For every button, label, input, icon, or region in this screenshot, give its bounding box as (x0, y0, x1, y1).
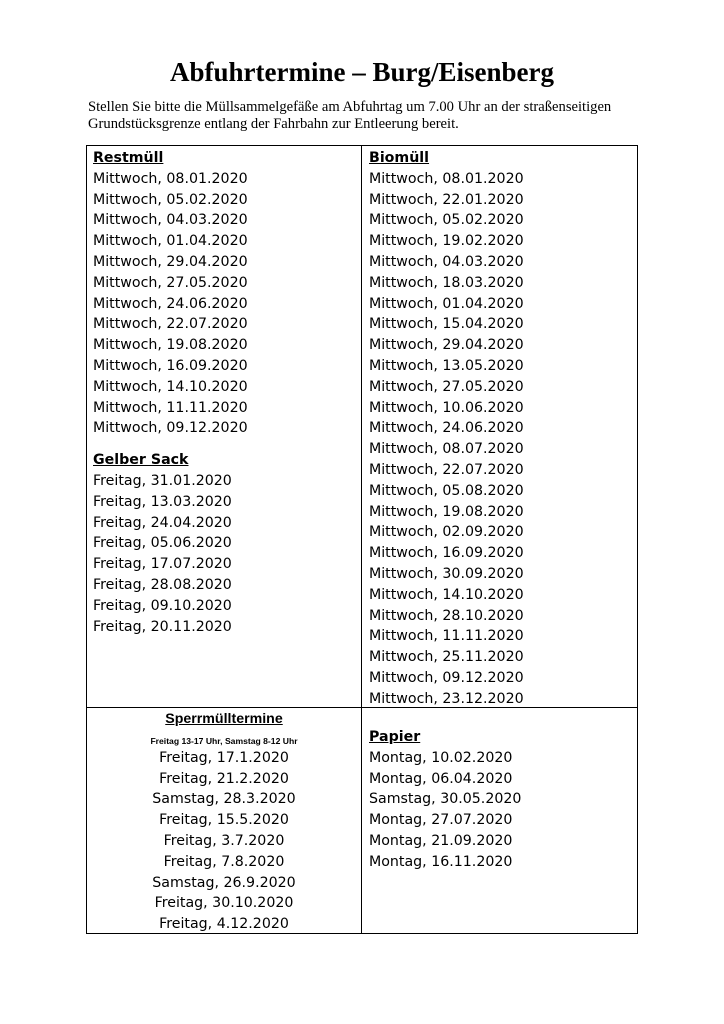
biomuell-date: Mittwoch, 02.09.2020 (369, 524, 524, 541)
page-title: Abfuhrtermine – Burg/Eisenberg (170, 57, 554, 87)
restmuell-date: Mittwoch, 16.09.2020 (93, 357, 248, 374)
biomuell-date: Mittwoch, 09.12.2020 (369, 669, 524, 686)
sperrmuell-date: Samstag, 28.3.2020 (152, 791, 296, 808)
gelber-sack-date: Freitag, 05.06.2020 (93, 535, 232, 552)
biomuell-date: Mittwoch, 16.09.2020 (369, 545, 524, 562)
biomuell-date: Mittwoch, 19.02.2020 (369, 233, 524, 250)
biomuell-date: Mittwoch, 22.07.2020 (369, 461, 524, 478)
gelber-sack-list (93, 471, 355, 637)
sperrmuell-date: Freitag, 4.12.2020 (159, 916, 289, 933)
restmuell-list (93, 169, 355, 439)
gelber-sack-date: Freitag, 09.10.2020 (93, 597, 232, 614)
sperrmuell-list (87, 748, 361, 935)
biomuell-date: Mittwoch, 08.01.2020 (369, 170, 524, 187)
biomuell-date: Mittwoch, 14.10.2020 (369, 586, 524, 603)
column-divider (361, 146, 362, 933)
biomuell-list (369, 169, 631, 710)
sperrmuell-date: Freitag, 3.7.2020 (163, 832, 285, 849)
sperrmuell-date: Freitag, 17.1.2020 (159, 749, 289, 766)
restmuell-date: Mittwoch, 01.04.2020 (93, 233, 248, 250)
gelber-sack-date: Freitag, 24.04.2020 (93, 514, 232, 531)
biomuell-date: Mittwoch, 15.04.2020 (369, 316, 524, 333)
intro-text: Stellen Sie bitte die Müllsammelgefäße am Abfuhrtag um 7.00 Uhr an der straßenseitigen Grundstücksgrenze entlang der Fahrbahn zur Entleerung bereit. (88, 99, 612, 132)
cell-biomuell (369, 148, 631, 710)
sperrmuell-heading: Sperrmülltermine (165, 711, 283, 727)
biomuell-date: Mittwoch, 05.08.2020 (369, 482, 524, 499)
biomuell-date: Mittwoch, 23.12.2020 (369, 690, 524, 707)
restmuell-date: Mittwoch, 24.06.2020 (93, 295, 248, 312)
cell-restmuell-gelber-sack (93, 148, 355, 637)
restmuell-date: Mittwoch, 22.07.2020 (93, 316, 248, 333)
sperrmuell-date: Freitag, 30.10.2020 (154, 895, 294, 912)
papier-date: Montag, 21.09.2020 (369, 832, 513, 849)
restmuell-date: Mittwoch, 14.10.2020 (93, 378, 248, 395)
biomuell-date: Mittwoch, 18.03.2020 (369, 274, 524, 291)
restmuell-date: Mittwoch, 11.11.2020 (93, 399, 248, 416)
papier-date: Montag, 10.02.2020 (369, 749, 513, 766)
biomuell-heading: Biomüll (369, 150, 430, 166)
papier-heading: Papier (369, 729, 421, 745)
gelber-sack-date: Freitag, 13.03.2020 (93, 493, 232, 510)
biomuell-date: Mittwoch, 29.04.2020 (369, 337, 524, 354)
schedule-table (86, 145, 638, 934)
cell-sperrmuell (87, 709, 361, 935)
biomuell-date: Mittwoch, 05.02.2020 (369, 212, 524, 229)
cell-papier (369, 727, 631, 873)
biomuell-date: Mittwoch, 10.06.2020 (369, 399, 524, 416)
biomuell-date: Mittwoch, 30.09.2020 (369, 565, 524, 582)
biomuell-date: Mittwoch, 19.08.2020 (369, 503, 524, 520)
biomuell-date: Mittwoch, 04.03.2020 (369, 253, 524, 270)
biomuell-date: Mittwoch, 25.11.2020 (369, 649, 524, 666)
papier-date: Samstag, 30.05.2020 (369, 791, 522, 808)
biomuell-date: Mittwoch, 08.07.2020 (369, 441, 524, 458)
restmuell-date: Mittwoch, 08.01.2020 (93, 170, 248, 187)
section-gap (93, 439, 355, 450)
biomuell-date: Mittwoch, 28.10.2020 (369, 607, 524, 624)
restmuell-date: Mittwoch, 27.05.2020 (93, 274, 248, 291)
biomuell-date: Mittwoch, 01.04.2020 (369, 295, 524, 312)
gelber-sack-heading: Gelber Sack (93, 452, 189, 469)
sperrmuell-date: Samstag, 26.9.2020 (152, 874, 296, 891)
biomuell-date: Mittwoch, 24.06.2020 (369, 420, 524, 437)
papier-date: Montag, 27.07.2020 (369, 812, 513, 829)
restmuell-date: Mittwoch, 29.04.2020 (93, 253, 248, 270)
restmuell-date: Mittwoch, 09.12.2020 (93, 420, 248, 437)
sperrmuell-date: Freitag, 7.8.2020 (163, 853, 285, 870)
papier-date: Montag, 06.04.2020 (369, 770, 513, 787)
gelber-sack-date: Freitag, 20.11.2020 (93, 618, 232, 635)
restmuell-date: Mittwoch, 05.02.2020 (93, 191, 248, 208)
sperrmuell-date: Freitag, 21.2.2020 (159, 770, 289, 787)
gelber-sack-date: Freitag, 31.01.2020 (93, 472, 232, 489)
papier-list (369, 748, 631, 873)
sperrmuell-date: Freitag, 15.5.2020 (159, 812, 289, 829)
biomuell-date: Mittwoch, 11.11.2020 (369, 628, 524, 645)
restmuell-heading: Restmüll (93, 150, 164, 166)
biomuell-date: Mittwoch, 27.05.2020 (369, 378, 524, 395)
restmuell-date: Mittwoch, 19.08.2020 (93, 337, 248, 354)
gelber-sack-date: Freitag, 28.08.2020 (93, 576, 232, 593)
gelber-sack-date: Freitag, 17.07.2020 (93, 556, 232, 573)
papier-date: Montag, 16.11.2020 (369, 853, 513, 870)
sperrmuell-times-note: Freitag 13-17 Uhr, Samstag 8-12 Uhr (150, 735, 298, 746)
biomuell-date: Mittwoch, 22.01.2020 (369, 191, 524, 208)
restmuell-date: Mittwoch, 04.03.2020 (93, 212, 248, 229)
biomuell-date: Mittwoch, 13.05.2020 (369, 357, 524, 374)
